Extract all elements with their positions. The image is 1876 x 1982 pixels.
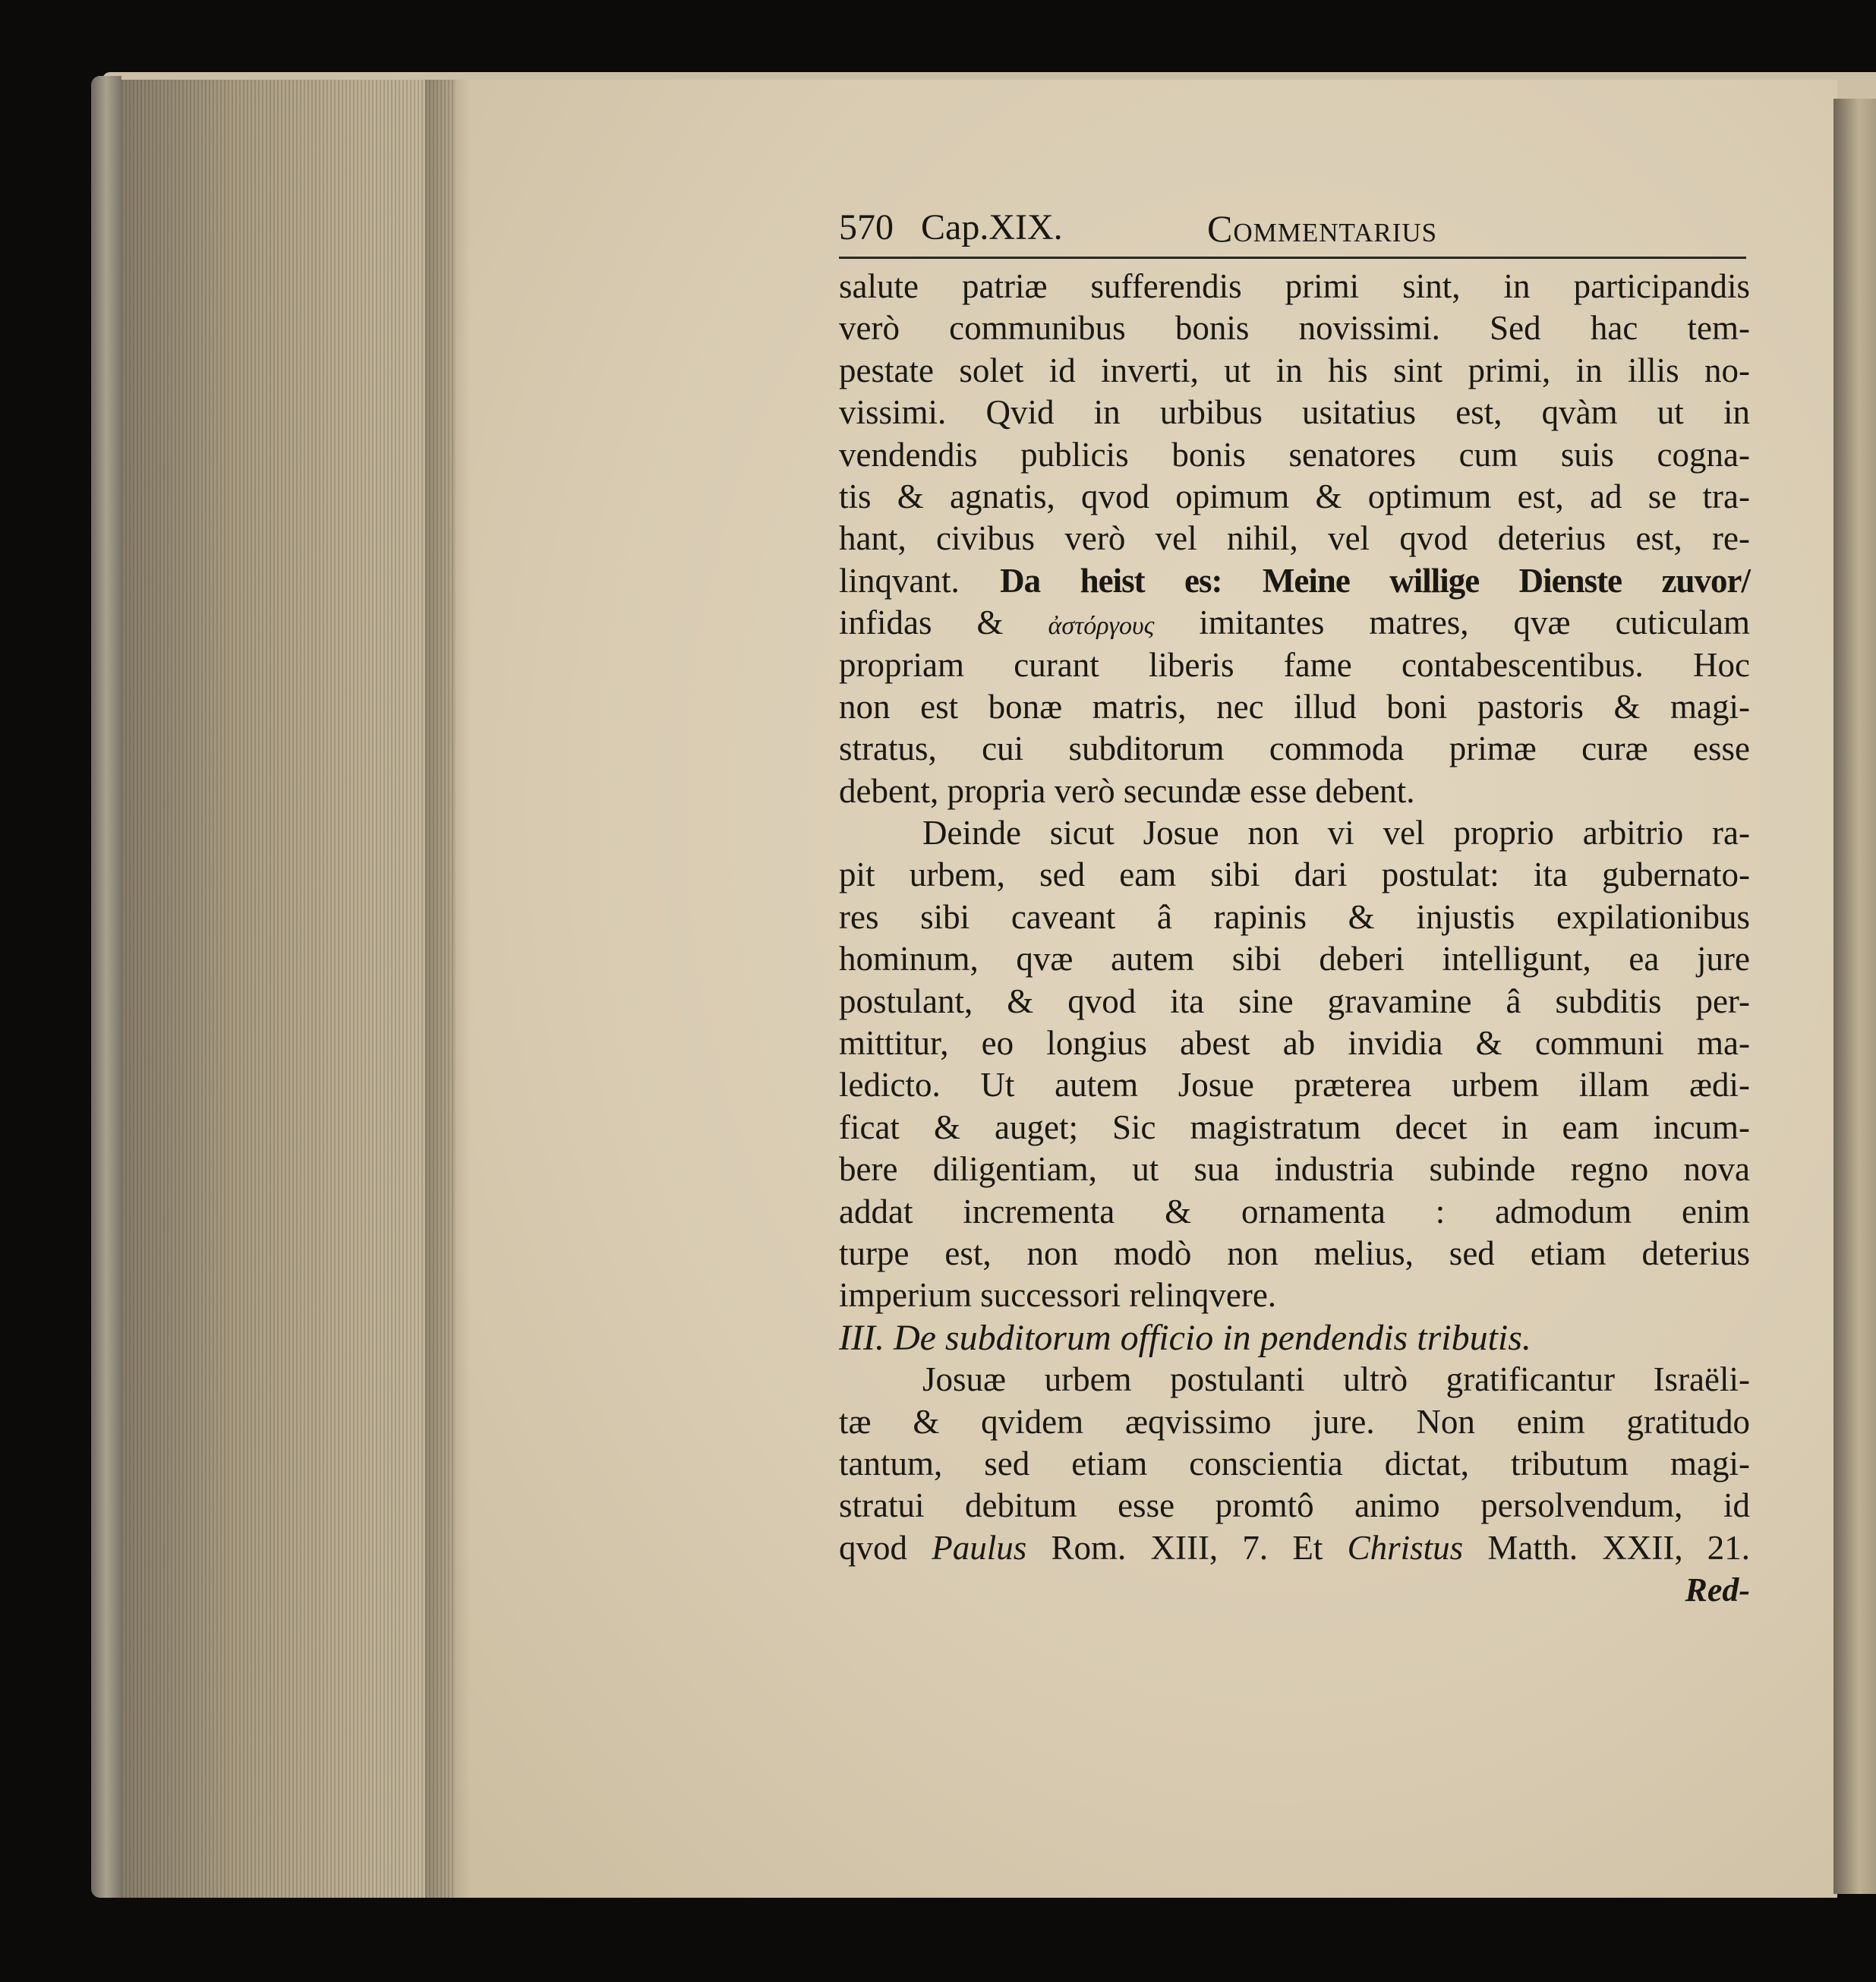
- section-heading: III. De subditorum officio in pendendis tributis.: [839, 1317, 1531, 1358]
- text-line: imperium successori relinqvere.: [839, 1276, 1277, 1315]
- text-line: salute patriæ sufferendis primi sint, in participandis: [839, 267, 1750, 305]
- text-line-citation: [839, 1527, 1750, 1569]
- text-line: vendendis publicis bonis senatores cum suis cogna-: [839, 435, 1750, 474]
- text-line-german: [839, 560, 1750, 602]
- text-line: mittitur, eo longius abest ab invidia & communi ma-: [839, 1024, 1750, 1063]
- text-line: hominum, qvæ autem sibi deberi intelligunt, ea jure: [839, 940, 1750, 978]
- text-run: imitantes matres, qvæ cuticulam: [1199, 603, 1750, 642]
- fraktur-quote: Meine willige Dienste zuvor/: [1262, 561, 1751, 600]
- page-stack-edge: [121, 80, 463, 1898]
- fraktur-intro: Da heist es:: [1000, 561, 1222, 600]
- text-line: propriam curant liberis fame contabescentibus. Hoc: [839, 645, 1750, 684]
- header-rule: [839, 257, 1746, 259]
- text-line: non est bonæ matris, nec illud boni pastoris & magi-: [839, 687, 1750, 726]
- citation-name: Christus: [1347, 1528, 1464, 1567]
- text-line-greek: [839, 602, 1750, 644]
- text-run: Matth. XXII, 21.: [1487, 1528, 1751, 1567]
- text-line: tæ & qvidem æqvissimo jure. Non enim gratitudo: [839, 1402, 1750, 1441]
- text-line: pestate solet id inverti, ut in his sint primi, in illis no-: [839, 351, 1750, 389]
- citation-name: Paulus: [932, 1528, 1027, 1567]
- gutter-shadow: [425, 80, 471, 1898]
- text-line: stratui debitum esse promtô animo persolvendum, id: [839, 1486, 1750, 1525]
- running-title: Commentarius: [1207, 207, 1438, 250]
- running-head: [839, 199, 1750, 252]
- text-line: hant, civibus verò vel nihil, vel qvod deterius est, re-: [839, 519, 1750, 558]
- text-run: Rom. XIII, 7. Et: [1051, 1528, 1323, 1567]
- text-line: Josuæ urbem postulanti ultrò gratificantur Israëli-: [922, 1360, 1750, 1399]
- text-line: Deinde sicut Josue non vi vel proprio arbitrio ra-: [922, 814, 1750, 852]
- chapter-label: Cap.XIX.: [921, 207, 1063, 247]
- greek-word: ἀστόργους: [1048, 612, 1155, 641]
- facing-page-edge: [1833, 99, 1876, 1894]
- catchword: Red-: [1685, 1571, 1750, 1609]
- text-line: ledicto. Ut autem Josue præterea urbem illam ædi-: [839, 1066, 1750, 1104]
- text-block: [839, 266, 1750, 1612]
- text-line: postulant, & qvod ita sine gravamine â subditis per-: [839, 982, 1750, 1020]
- text-run: infidas &: [839, 603, 1004, 642]
- text-line: pit urbem, sed eam sibi dari postulat: ita gubernato-: [839, 856, 1750, 894]
- text-run: qvod: [839, 1528, 907, 1567]
- text-line: ficat & auget; Sic magistratum decet in eam incum-: [839, 1108, 1750, 1146]
- book-cover-edge: [91, 76, 121, 1898]
- text-line: vissimi. Qvid in urbibus usitatius est, qvàm ut in: [839, 393, 1750, 432]
- text-run: linqvant.: [839, 561, 960, 600]
- text-line: tantum, sed etiam conscientia dictat, tributum magi-: [839, 1444, 1750, 1483]
- page-number: 570: [839, 207, 894, 247]
- text-line: bere diligentiam, ut sua industria subinde regno nova: [839, 1150, 1750, 1189]
- text-line: tis & agnatis, qvod opimum & optimum est, ad se tra-: [839, 477, 1750, 515]
- text-line: verò communibus bonis novissimi. Sed hac tem-: [839, 309, 1750, 348]
- text-line: addat incrementa & ornamenta : admodum enim: [839, 1192, 1750, 1230]
- text-line: debent, propria verò secundæ esse debent.: [839, 771, 1415, 810]
- text-line: stratus, cui subditorum commoda primæ curæ esse: [839, 729, 1750, 768]
- text-line: turpe est, non modò non melius, sed etiam deterius: [839, 1234, 1750, 1272]
- text-line: res sibi caveant â rapinis & injustis expilationibus: [839, 897, 1750, 936]
